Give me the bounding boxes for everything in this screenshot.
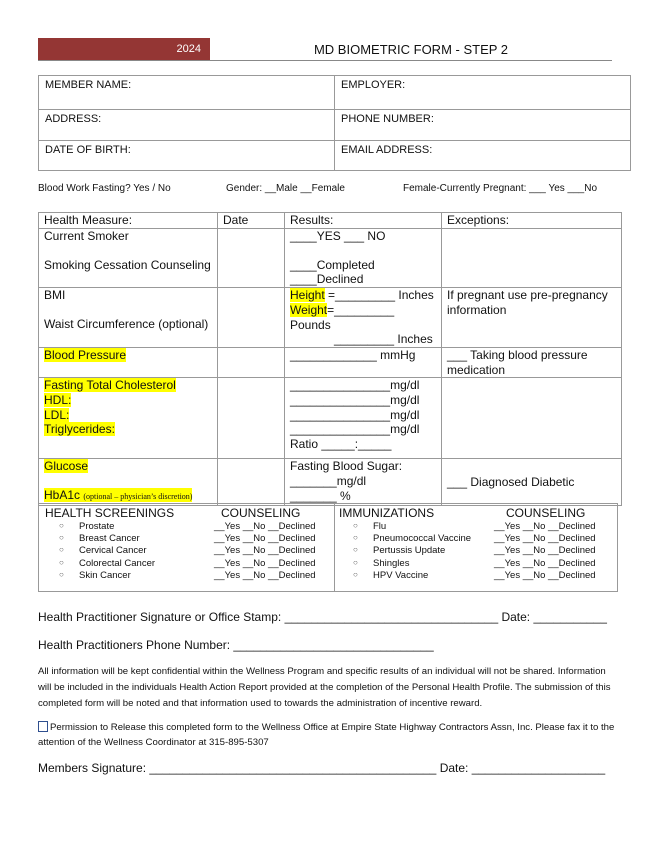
immunizations-title: IMMUNIZATIONS COUNSELING <box>339 506 586 520</box>
hba1c-result[interactable]: _______ % <box>290 488 351 503</box>
header-results: Results: <box>285 213 442 229</box>
table-row <box>39 288 622 348</box>
bullet-icon: ○ <box>353 557 358 567</box>
bullet-icon: ○ <box>59 533 64 543</box>
address-field[interactable]: ADDRESS: <box>39 110 335 141</box>
fbs-label: Fasting Blood Sugar: <box>290 459 403 474</box>
diabetic-exception[interactable]: ___ Diagnosed Diabetic <box>442 459 622 505</box>
cessation-label: Smoking Cessation Counseling <box>44 257 211 272</box>
screenings-title: HEALTH SCREENINGS COUNSELING <box>45 506 301 520</box>
item-label: HPV Vaccine <box>373 569 429 581</box>
date-cell[interactable] <box>218 229 285 288</box>
phone-field[interactable]: PHONE NUMBER: <box>335 110 631 141</box>
header-measure: Health Measure: <box>39 213 218 229</box>
counseling-options[interactable]: __Yes __No __Declined <box>494 557 596 569</box>
email-field[interactable]: EMAIL ADDRESS: <box>335 141 631 171</box>
page-title: MD BIOMETRIC FORM - STEP 2 <box>313 42 509 57</box>
date-cell[interactable] <box>218 347 285 377</box>
box-divider <box>334 504 335 591</box>
table-row <box>39 378 622 459</box>
permission-text: Permission to Release this completed form to the Wellness Office at Empire State Highway Contractors Assn, Inc. Please fax it to the attention of the Wellness Coordinator at 315-895-5307 <box>38 722 615 748</box>
table-row <box>39 459 622 505</box>
list-item <box>45 533 325 545</box>
fbs-result[interactable]: _______mg/dl <box>290 474 367 489</box>
practitioner-phone-line[interactable]: Health Practitioners Phone Number: ______________________________ <box>38 638 434 652</box>
item-label: Pneumococcal Vaccine <box>373 533 472 545</box>
counseling-options[interactable]: __Yes __No __Declined <box>494 521 596 532</box>
counseling-options[interactable]: __Yes __No __Declined <box>494 569 596 581</box>
hba1c-label: HbA1c (optional – physician’s discretion) <box>44 488 193 503</box>
bullet-icon: ○ <box>59 545 64 555</box>
year-banner: 2024 <box>38 38 210 60</box>
bullet-icon: ○ <box>59 521 64 530</box>
pregnant-question[interactable]: Female-Currently Pregnant: ___ Yes ___No <box>403 183 598 194</box>
bullet-icon: ○ <box>353 533 358 543</box>
exceptions-cell <box>442 229 622 288</box>
triglycerides-result[interactable]: _______________mg/dl <box>290 422 420 437</box>
bullet-icon: ○ <box>353 545 358 555</box>
item-label: Cervical Cancer <box>79 545 147 557</box>
hdl-label: HDL: <box>44 393 72 408</box>
list-item <box>339 521 619 533</box>
member-name-field[interactable]: MEMBER NAME: <box>39 76 335 110</box>
counseling-options[interactable]: __Yes __No __Declined <box>214 557 316 569</box>
cessation-completed[interactable]: ____Completed <box>290 257 375 272</box>
height-field[interactable]: Height =_________ Inches <box>290 288 434 303</box>
dob-field[interactable]: DATE OF BIRTH: <box>39 141 335 171</box>
employer-field[interactable]: EMPLOYER: <box>335 76 631 110</box>
bullet-icon: ○ <box>353 569 358 579</box>
bullet-icon: ○ <box>59 557 64 567</box>
permission-checkbox[interactable] <box>38 721 48 732</box>
member-info-table <box>38 75 631 171</box>
member-signature-line[interactable]: Members Signature: ___________________________________________ Date: ____________________ <box>38 761 606 775</box>
item-label: Skin Cancer <box>79 569 131 581</box>
list-item <box>339 570 619 582</box>
counseling-options[interactable]: __Yes __No __Declined <box>214 533 316 545</box>
item-label: Breast Cancer <box>79 533 140 545</box>
cholesterol-result[interactable]: _______________mg/dl <box>290 378 420 393</box>
item-label: Colorectal Cancer <box>79 557 156 569</box>
gender-question[interactable]: Gender: __Male __Female <box>226 183 345 194</box>
confidentiality-notice: All information will be kept confidential within the Wellness Program and specific results of an individual will not be shared. Information will be included in the individuals Health Action Report provided at the completion of the Personal Health Profile. The submission of this completed form will be noted and that information used to towards the administration of incentive reward. <box>38 666 611 709</box>
list-item <box>339 533 619 545</box>
health-measures-table <box>38 212 622 506</box>
hdl-result[interactable]: _______________mg/dl <box>290 393 420 408</box>
ldl-label: LDL: <box>44 407 70 422</box>
header-exceptions: Exceptions: <box>442 213 622 229</box>
waist-field[interactable]: _________ Inches <box>334 332 433 347</box>
cessation-declined[interactable]: ____Declined <box>290 272 364 287</box>
bmi-exception: If pregnant use pre-pregnancy information <box>442 288 622 348</box>
current-smoker-label: Current Smoker <box>44 229 129 243</box>
ratio-field[interactable]: Ratio _____:_____ <box>290 437 392 452</box>
weight-field[interactable]: Weight=_________ Pounds <box>290 302 395 332</box>
item-label: Shingles <box>373 557 410 569</box>
date-cell[interactable] <box>218 459 285 505</box>
bp-exception[interactable]: ___ Taking blood pressure medication <box>442 347 622 377</box>
cholesterol-label: Fasting Total Cholesterol <box>44 378 176 393</box>
glucose-label: Glucose <box>44 459 89 474</box>
table-row <box>39 347 622 377</box>
list-item <box>45 521 325 533</box>
list-item <box>45 558 325 570</box>
smoker-result[interactable]: ____YES ___ NO <box>290 229 386 243</box>
list-item <box>45 570 325 582</box>
counseling-options[interactable]: __Yes __No __Declined <box>214 545 316 557</box>
ldl-result[interactable]: _______________mg/dl <box>290 407 420 422</box>
list-item <box>45 545 325 557</box>
screenings-box <box>38 503 618 592</box>
bullet-icon: ○ <box>353 521 358 530</box>
table-row <box>39 229 622 288</box>
exceptions-cell <box>442 378 622 459</box>
item-label: Pertussis Update <box>373 545 446 557</box>
counseling-options[interactable]: __Yes __No __Declined <box>214 569 316 581</box>
header-date: Date <box>218 213 285 229</box>
waist-label: Waist Circumference (optional) <box>44 316 209 331</box>
list-item <box>339 545 619 557</box>
bp-result[interactable]: _____________ mmHg <box>285 347 442 377</box>
date-cell[interactable] <box>218 288 285 348</box>
title-divider <box>38 60 612 61</box>
bullet-icon: ○ <box>59 569 64 579</box>
date-cell[interactable] <box>218 378 285 459</box>
item-label: Flu <box>373 521 387 532</box>
blood-pressure-label: Blood Pressure <box>44 347 127 362</box>
bmi-label: BMI <box>44 288 66 303</box>
counseling-options[interactable]: __Yes __No __Declined <box>494 533 596 545</box>
item-label: Prostate <box>79 521 115 532</box>
counseling-options[interactable]: __Yes __No __Declined <box>214 521 316 532</box>
counseling-options[interactable]: __Yes __No __Declined <box>494 545 596 557</box>
permission-release <box>38 720 618 750</box>
triglycerides-label: Triglycerides: <box>44 422 115 437</box>
practitioner-signature-line[interactable]: Health Practitioner Signature or Office Stamp: ________________________________ Date: ___________ <box>38 610 607 624</box>
list-item <box>339 558 619 570</box>
fasting-question[interactable]: Blood Work Fasting? Yes / No <box>38 183 171 194</box>
